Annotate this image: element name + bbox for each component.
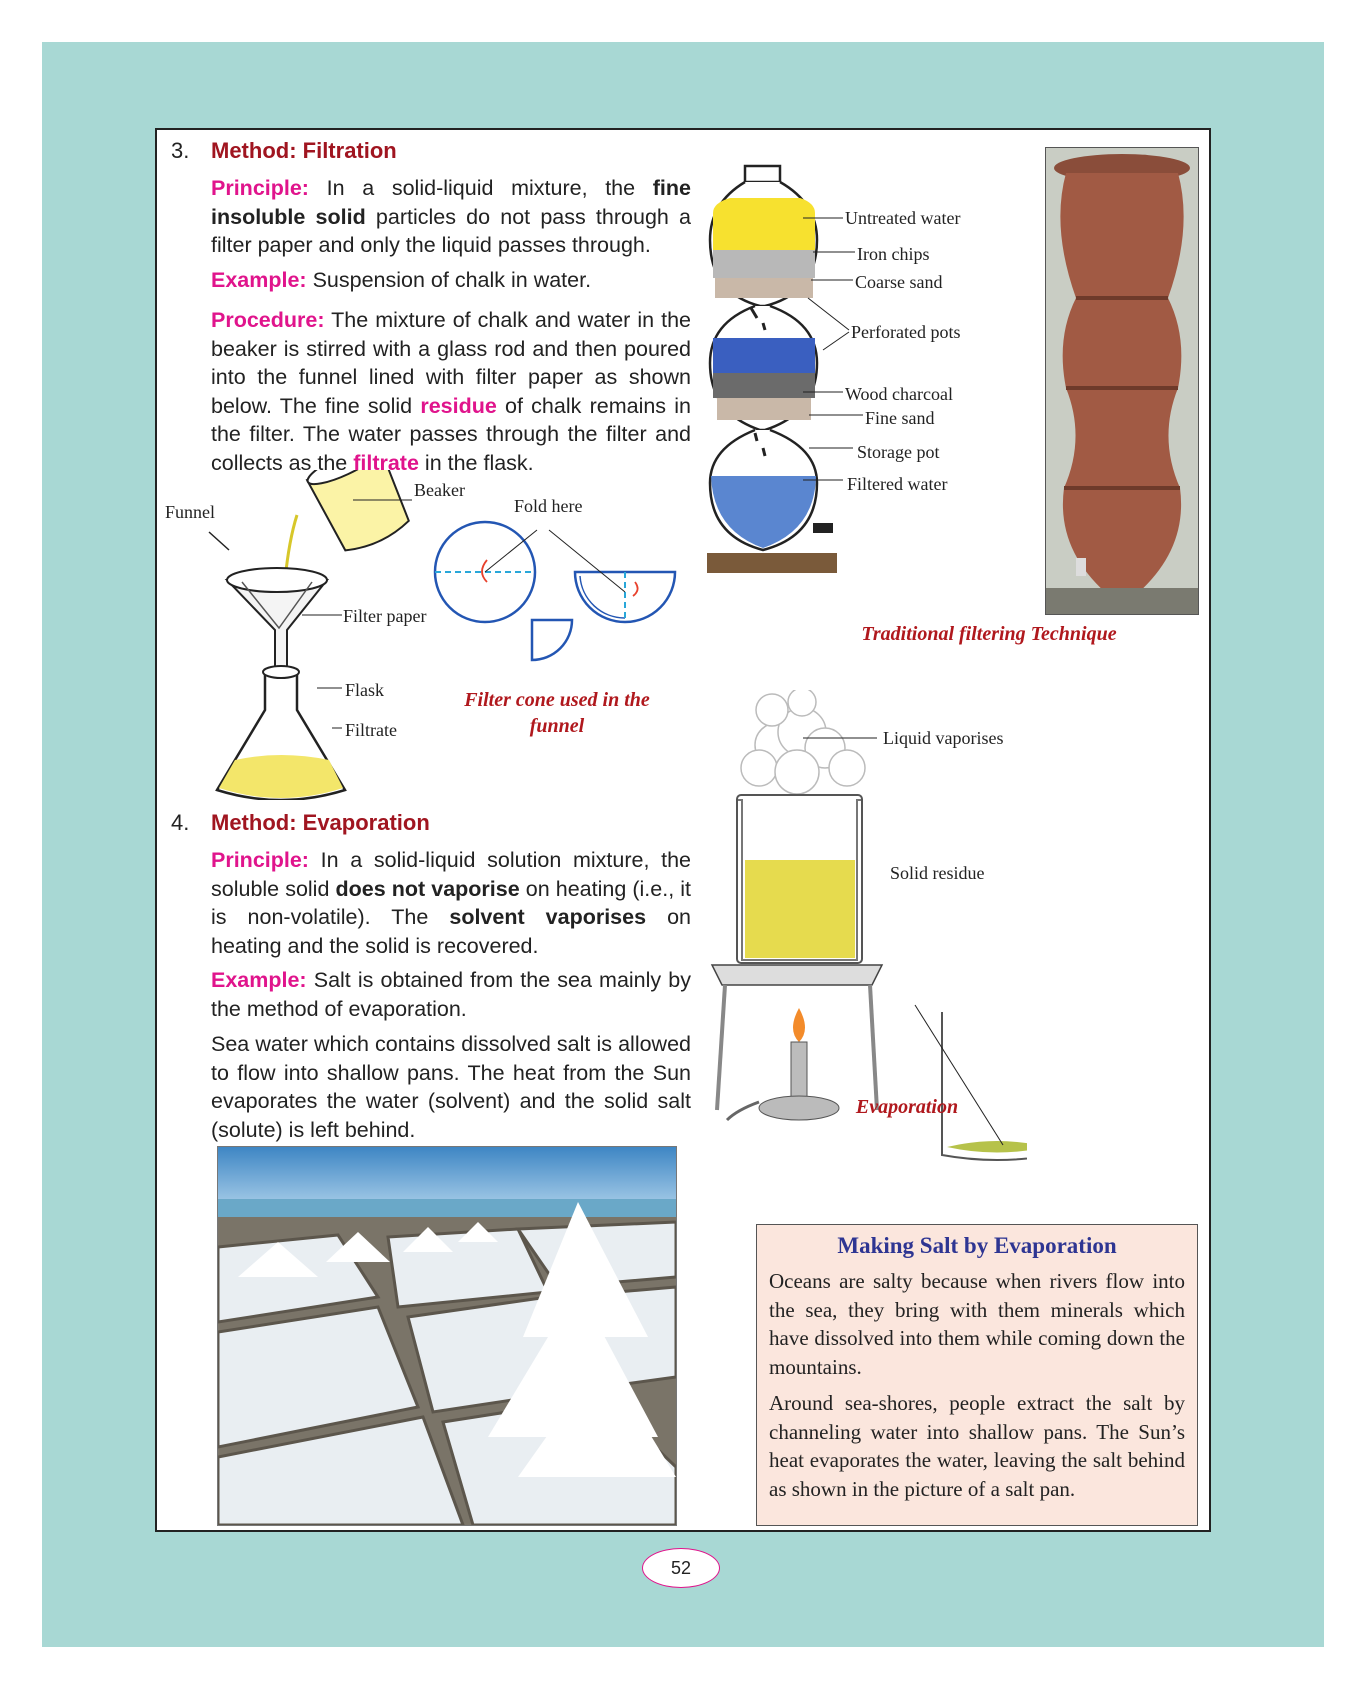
funnel-label: Funnel <box>165 502 216 522</box>
flask-label: Flask <box>345 680 385 700</box>
section-title: Method: Evaporation <box>211 810 430 835</box>
clay-pot-filter-photo <box>1045 147 1199 615</box>
clay-pot-drawing <box>1046 148 1198 614</box>
section-4-heading <box>171 810 430 836</box>
untreated-water-label: Untreated water <box>845 208 961 228</box>
evaporation-sea-water-paragraph: Sea water which contains dissolved salt is allowed to flow into shallow pans. The heat from the Sun evaporates the water (solvent) and the solid salt (solute) is left behind. <box>211 1032 691 1142</box>
coarse-sand-label: Coarse sand <box>855 272 943 292</box>
evaporation-example: Example: Salt is obtained from the sea mainly by the method of evaporation. <box>211 968 691 1021</box>
filtration-procedure: Procedure: The mixture of chalk and water in the beaker is stirred with a glass rod and then poured into the funnel lined with filter paper as shown below. The fine solid residue of chalk remains in the filter. The water passes through the filter and collects as the filtrate in the flask. <box>211 308 691 475</box>
beaker-label: Beaker <box>414 480 465 500</box>
section-number: 3. <box>171 138 190 163</box>
section-title: Method: Filtration <box>211 138 397 163</box>
filtration-example: Example: Suspension of chalk in water. <box>211 268 592 292</box>
evaporation-principle: Principle: In a solid-liquid solution mixture, the soluble solid does not vaporise on heating (i.e., it is non-volatile). The solvent vaporises on heating and the solid is recovered. <box>211 848 692 958</box>
section-3-heading <box>171 138 397 164</box>
filter-cone-caption: Filter cone used in the funnel <box>464 689 650 737</box>
filter-cone-fold-diagram <box>427 510 697 685</box>
page-number: 52 <box>642 1548 720 1588</box>
making-salt-info-box <box>756 1224 1198 1526</box>
iron-chips-label: Iron chips <box>857 244 930 264</box>
perforated-pots-label: Perforated pots <box>851 322 961 342</box>
info-box-paragraph-1: Oceans are salty because when rivers flow into the sea, they bring with them minerals which have dissolved into them while coming down the mountains. <box>769 1269 1185 1379</box>
filtration-principle: Principle: In a solid-liquid mixture, the fine insoluble solid particles do not pass through a filter paper and only the liquid passes through. <box>211 176 691 257</box>
fold-here-label: Fold here <box>514 496 583 516</box>
liquid-vaporises-label: Liquid vaporises <box>883 728 1004 748</box>
storage-pot-label: Storage pot <box>857 442 940 462</box>
salt-pan-drawing <box>218 1147 676 1525</box>
solid-residue-label: Solid residue <box>890 863 985 883</box>
filtrate-label: Filtrate <box>345 720 397 740</box>
evaporation-caption: Evaporation <box>855 1096 959 1118</box>
section-number: 4. <box>171 810 190 835</box>
info-box-paragraph-2: Around sea-shores, people extract the salt by channeling water into shallow pans. The Sun’s heat evaporates the water, leaving the salt behind as shown in the picture of a salt pan. <box>769 1391 1185 1501</box>
filtered-water-label: Filtered water <box>847 474 948 494</box>
traditional-filter-caption: Traditional filtering Technique <box>861 623 1117 645</box>
fine-sand-label: Fine sand <box>865 408 935 428</box>
salt-pan-photo <box>217 1146 677 1526</box>
wood-charcoal-label: Wood charcoal <box>845 384 953 404</box>
filter-paper-label: Filter paper <box>343 606 427 626</box>
info-box-title: Making Salt by Evaporation <box>837 1233 1117 1258</box>
